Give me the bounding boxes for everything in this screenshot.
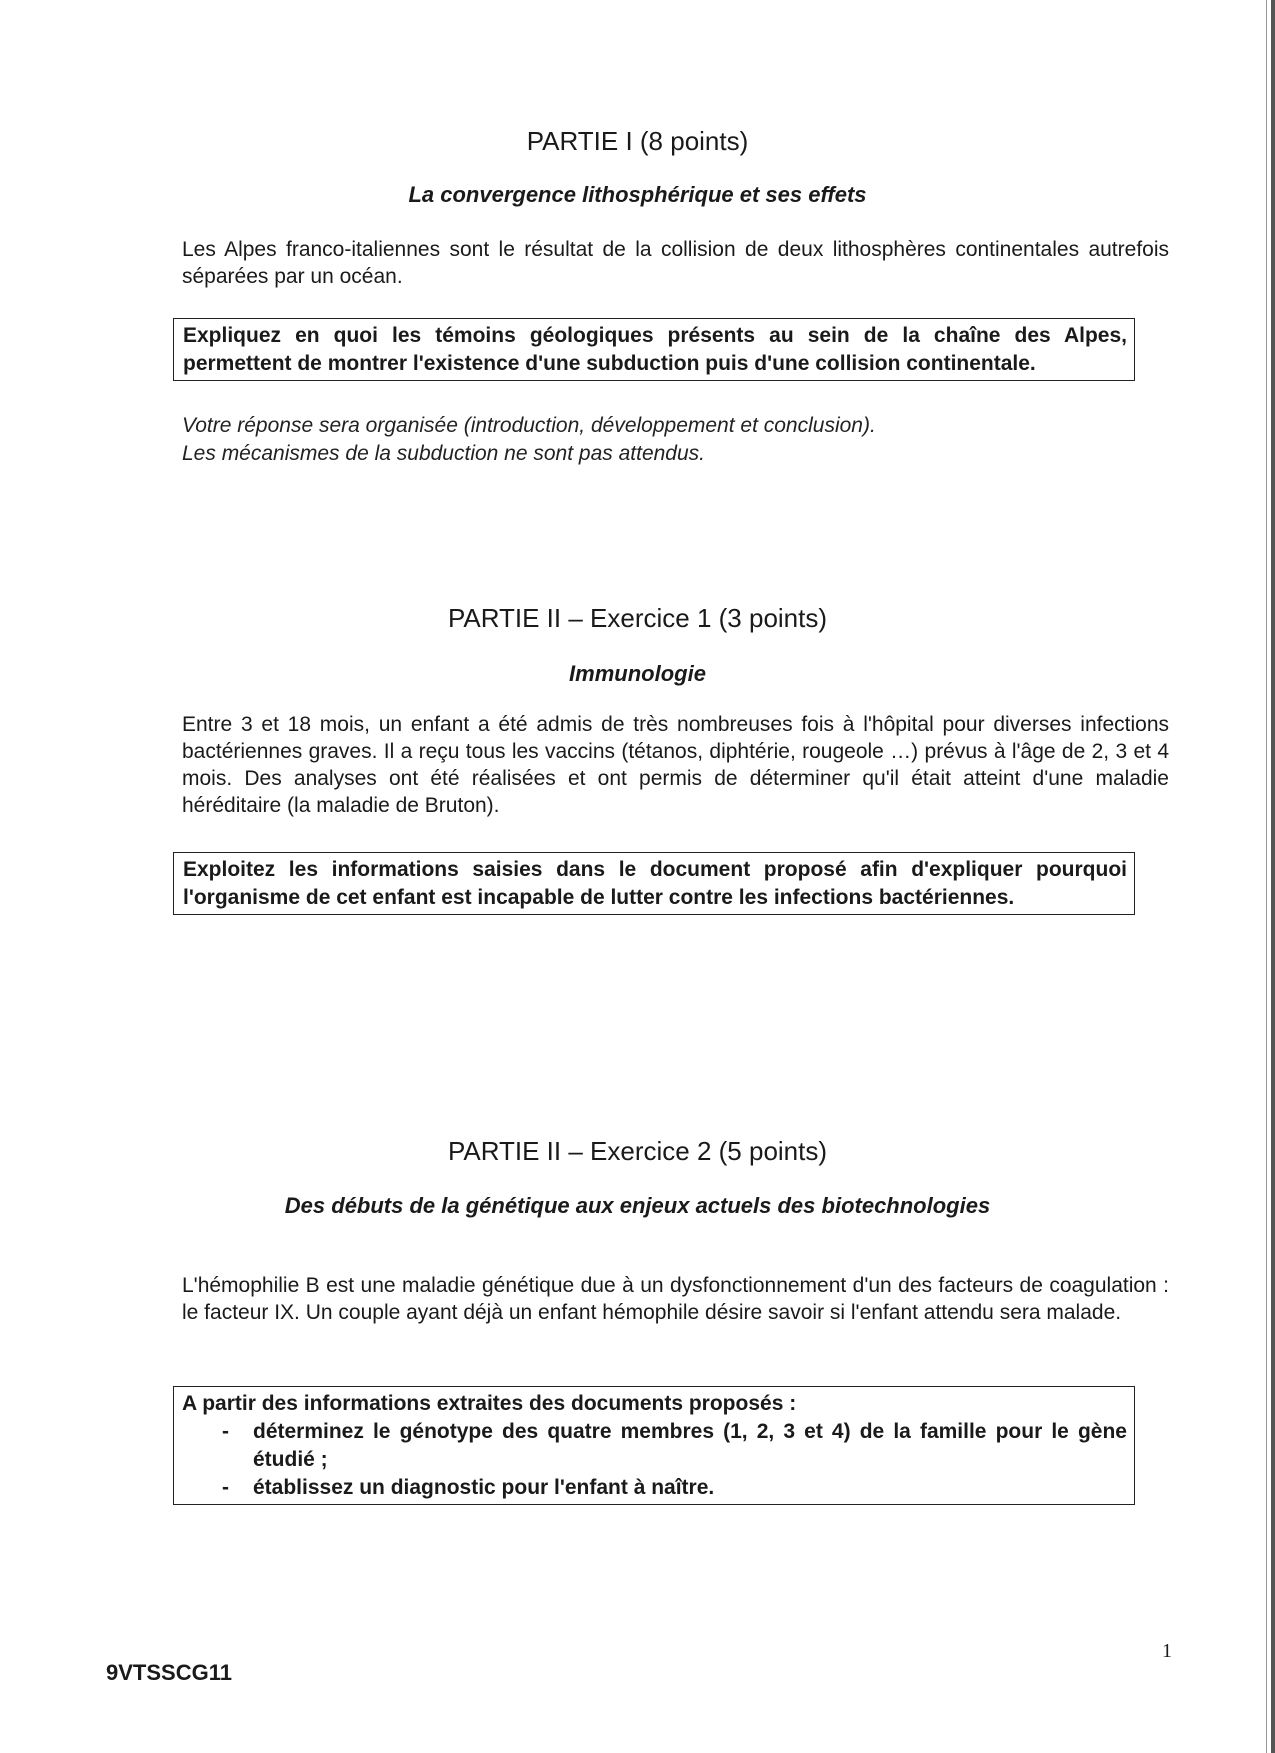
part1-subtitle: La convergence lithosphérique et ses effets: [408, 182, 867, 207]
part2-ex2-task-list: [182, 1418, 1127, 1502]
part1-intro: Les Alpes franco-italiennes sont le résultat de la collision de deux lithosphères continentales autrefois séparées par un océan.: [182, 238, 1169, 288]
part2-ex1-subtitle: Immunologie: [569, 661, 706, 686]
scan-edge: [1271, 0, 1275, 1753]
part2-ex2-bullet-2: établissez un diagnostic pour l'enfant à naître.: [253, 1476, 715, 1499]
part2-ex2-question-box: [173, 1386, 1135, 1505]
exam-code: 9VTSSCG11: [106, 1660, 232, 1685]
part2-ex1-question: Exploitez les informations saisies dans le document proposé afin d'expliquer pourquoi l'organisme de cet enfant est incapable de lutter contre les infections bactériennes.: [183, 858, 1127, 909]
part2-ex2-intro: L'hémophilie B est une maladie génétique due à un dysfonctionnement d'un des facteurs de coagulation : le facteur IX. Un couple ayant déjà un enfant hémophile désire savoir si l'enfant attendu sera malade.: [182, 1274, 1169, 1324]
list-item: [182, 1474, 1127, 1502]
part1-instruction-2: Les mécanismes de la subduction ne sont pas attendus.: [182, 442, 705, 465]
part1-instruction-1: Votre réponse sera organisée (introduction, développement et conclusion).: [182, 414, 876, 437]
part2-ex2-title: PARTIE II – Exercice 2 (5 points): [447, 1136, 828, 1166]
part1-question: Expliquez en quoi les témoins géologiques présents au sein de la chaîne des Alpes, permettent de montrer l'existence d'une subduction puis d'une collision continentale.: [183, 324, 1127, 375]
part1-question-box: [173, 318, 1135, 381]
bullet-dash: -: [222, 1420, 229, 1443]
part1-title: PARTIE I (8 points): [526, 126, 749, 156]
part2-ex1-title: PARTIE II – Exercice 1 (3 points): [447, 603, 828, 633]
part2-ex2-subtitle: Des débuts de la génétique aux enjeux actuels des biotechnologies: [284, 1193, 991, 1218]
scan-edge-line: [1266, 0, 1267, 1753]
part2-ex2-bullet-1: déterminez le génotype des quatre membres (1, 2, 3 et 4) de la famille pour le gène étudié ;: [253, 1420, 1127, 1471]
bullet-dash: -: [222, 1476, 229, 1499]
part2-ex1-question-box: [173, 852, 1135, 915]
part2-ex1-intro: Entre 3 et 18 mois, un enfant a été admis de très nombreuses fois à l'hôpital pour diverses infections bactériennes graves. Il a reçu tous les vaccins (tétanos, diphtérie, rougeole …) prévus à l'âge de 2, 3 et 4 mois. Des analyses ont été réalisées et ont permis de déterminer qu'il était atteint d'une maladie héréditaire (la maladie de Bruton).: [182, 713, 1169, 817]
list-item: [182, 1418, 1127, 1474]
page-number: 1: [1162, 1640, 1172, 1662]
part2-ex2-question-lead: A partir des informations extraites des documents proposés :: [182, 1392, 797, 1415]
